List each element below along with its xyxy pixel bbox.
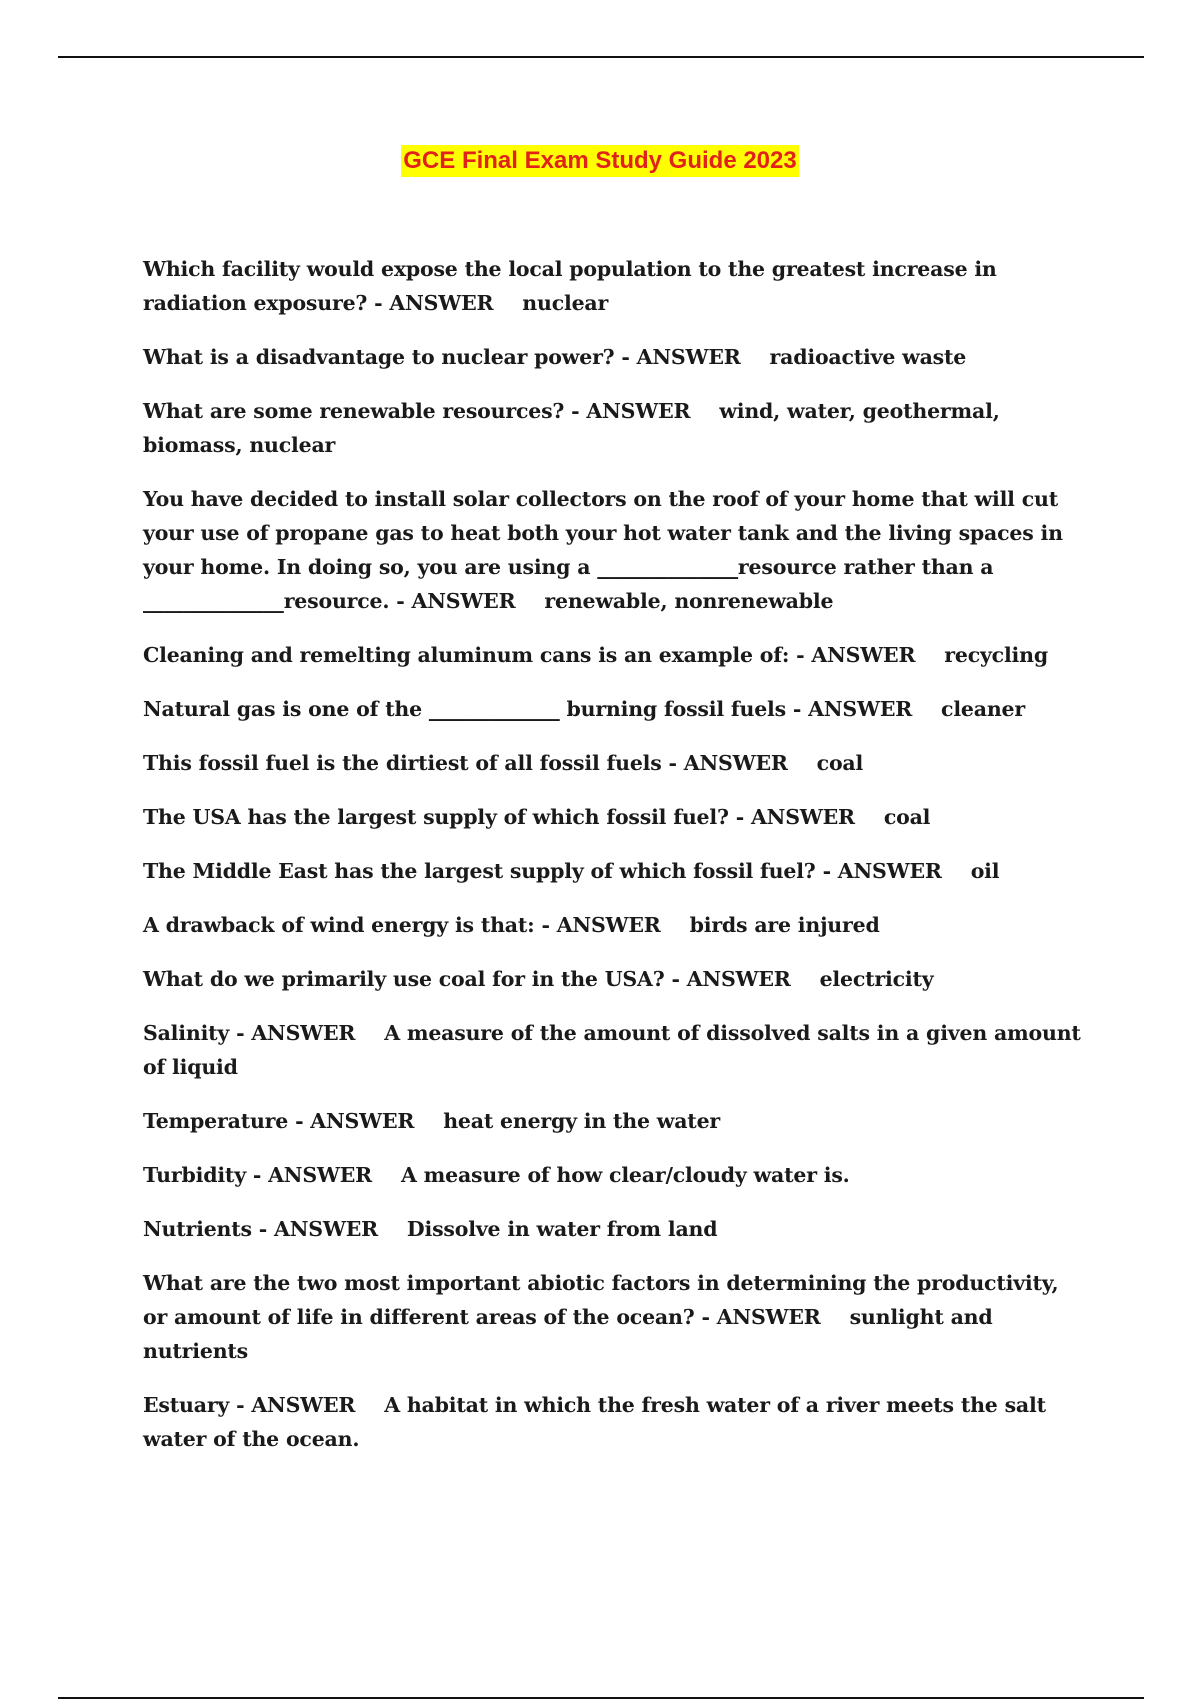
answer-text: Dissolve in water from land [406, 1217, 718, 1241]
qa-item [143, 1212, 1088, 1246]
question-text: Estuary [143, 1393, 230, 1417]
question-text: You have decided to install solar collectors on the roof of your home that will cut your use of propane gas to heat both your hot water tank and the living spaces in your home. In doing so, you are using a ______________resource rather than a ______________resource. [143, 487, 1063, 613]
answer-label: - ANSWER [258, 1217, 378, 1241]
qa-item [143, 1388, 1088, 1456]
question-text: This fossil fuel is the dirtiest of all fossil fuels [143, 751, 662, 775]
qa-item [143, 800, 1088, 834]
qa-item [143, 252, 1088, 320]
answer-label: - ANSWER [822, 859, 942, 883]
answer-text: A measure of how clear/cloudy water is. [400, 1163, 850, 1187]
question-text: A drawback of wind energy is that: [143, 913, 535, 937]
answer-label: - ANSWER [792, 697, 913, 721]
title-container [0, 145, 1200, 177]
answer-label: - ANSWER [252, 1163, 373, 1187]
question-text: Natural gas is one of the _____________ burning fossil fuels [143, 697, 786, 721]
answer-text: sunlight and nutrients [143, 1305, 993, 1363]
answer-text: renewable, nonrenewable [544, 589, 834, 613]
answer-label: - ANSWER [396, 589, 516, 613]
question-text: What are the two most important abiotic factors in determining the productivity, or amount of life in different areas of the ocean? [143, 1271, 1059, 1329]
question-text: What is a disadvantage to nuclear power? [143, 345, 615, 369]
qa-item [143, 692, 1088, 726]
question-text: Salinity [143, 1021, 230, 1045]
answer-label: - ANSWER [541, 913, 661, 937]
answer-text: electricity [819, 967, 934, 991]
qa-item [143, 1104, 1088, 1138]
answer-label: - ANSWER [621, 345, 741, 369]
answer-text: recycling [944, 643, 1048, 667]
answer-text: radioactive waste [769, 345, 967, 369]
answer-label: - ANSWER [374, 291, 494, 315]
question-text: Nutrients [143, 1217, 252, 1241]
qa-list [143, 252, 1088, 1476]
bottom-rule [58, 1697, 1144, 1699]
question-text: What do we primarily use coal for in the USA? [143, 967, 665, 991]
answer-label: - ANSWER [701, 1305, 821, 1329]
qa-item [143, 854, 1088, 888]
answer-text: birds are injured [689, 913, 880, 937]
answer-label: - ANSWER [571, 399, 691, 423]
answer-label: - ANSWER [735, 805, 855, 829]
qa-item [143, 962, 1088, 996]
answer-label: - ANSWER [668, 751, 788, 775]
question-text: Cleaning and remelting aluminum cans is an example of: [143, 643, 790, 667]
answer-label: - ANSWER [295, 1109, 415, 1133]
qa-item [143, 1266, 1088, 1368]
question-text: What are some renewable resources? [143, 399, 565, 423]
top-rule [58, 56, 1144, 58]
answer-text: wind, water, geothermal, biomass, nuclear [143, 399, 1000, 457]
answer-label: - ANSWER [671, 967, 791, 991]
answer-text: coal [883, 805, 931, 829]
answer-text: A habitat in which the fresh water of a river meets the salt water of the ocean. [143, 1393, 1046, 1451]
answer-label: - ANSWER [796, 643, 916, 667]
qa-item [143, 340, 1088, 374]
page-title: GCE Final Exam Study Guide 2023 [401, 145, 798, 177]
answer-label: - ANSWER [236, 1393, 356, 1417]
answer-label: - ANSWER [236, 1021, 356, 1045]
answer-text: nuclear [522, 291, 609, 315]
answer-text: cleaner [941, 697, 1025, 721]
qa-item [143, 1158, 1088, 1192]
question-text: Turbidity [143, 1163, 246, 1187]
question-text: The USA has the largest supply of which fossil fuel? [143, 805, 729, 829]
qa-item [143, 482, 1088, 618]
question-text: The Middle East has the largest supply of which fossil fuel? [143, 859, 816, 883]
qa-item [143, 1016, 1088, 1084]
qa-item [143, 908, 1088, 942]
qa-item [143, 746, 1088, 780]
answer-text: heat energy in the water [443, 1109, 721, 1133]
answer-text: oil [970, 859, 1000, 883]
qa-item [143, 638, 1088, 672]
answer-text: coal [816, 751, 864, 775]
question-text: Which facility would expose the local population to the greatest increase in radiation exposure? [143, 257, 997, 315]
question-text: Temperature [143, 1109, 289, 1133]
qa-item [143, 394, 1088, 462]
answer-text: A measure of the amount of dissolved salts in a given amount of liquid [143, 1021, 1081, 1079]
